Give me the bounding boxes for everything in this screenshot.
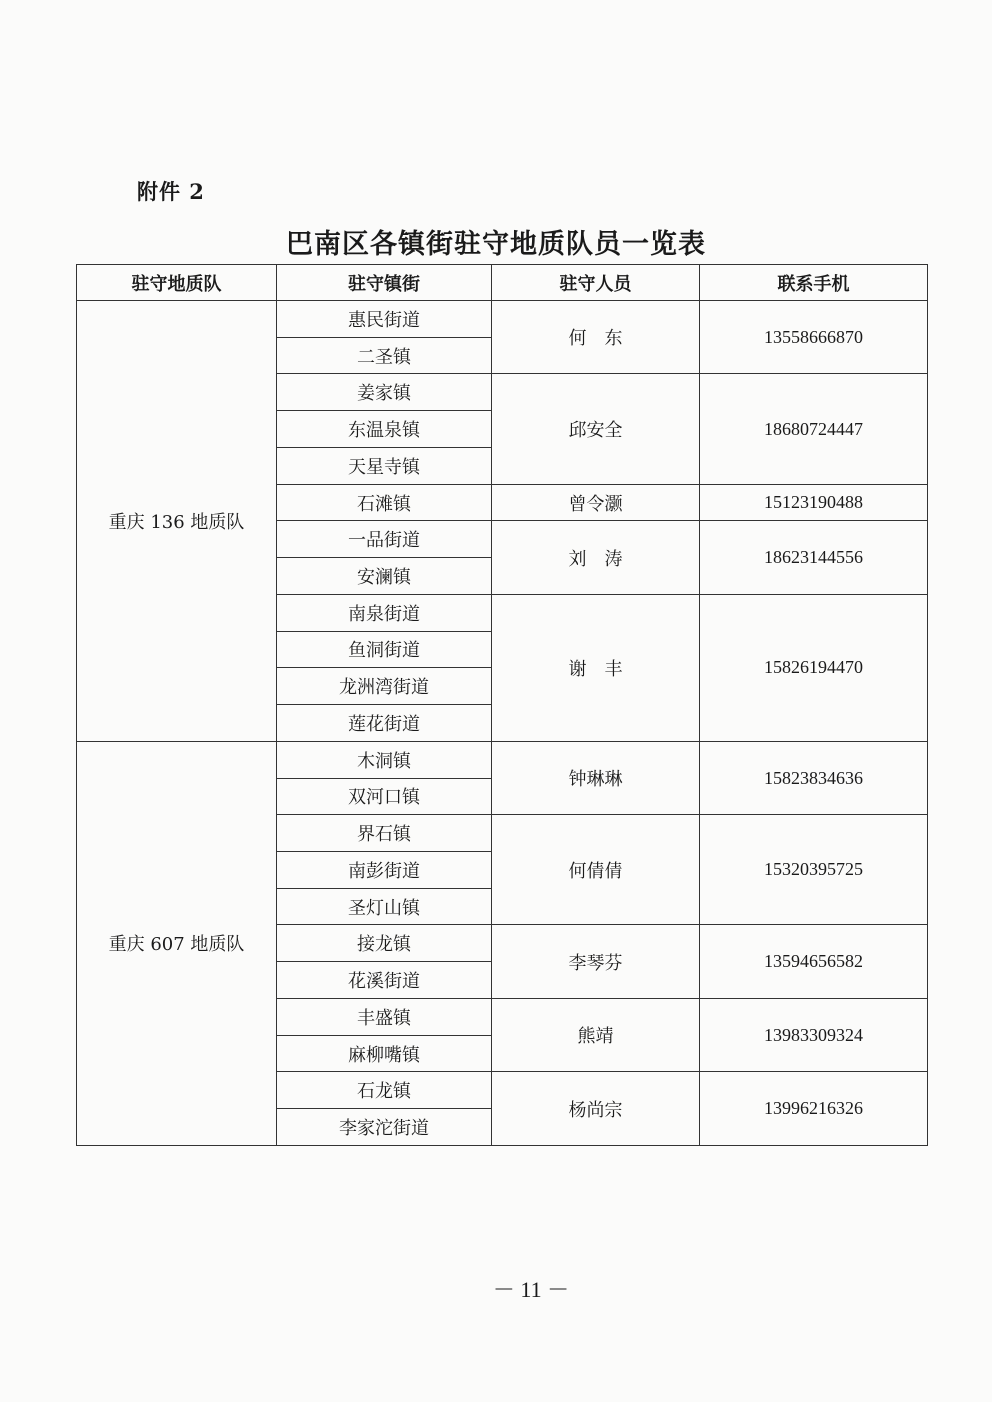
phone-cell: 15123190488: [700, 484, 928, 521]
header-row: [77, 265, 928, 301]
town-cell: 东温泉镇: [277, 411, 492, 448]
table-row: [77, 301, 928, 338]
town-cell: 南泉街道: [277, 594, 492, 631]
header-team: 驻守地质队: [77, 265, 277, 301]
header-phone: 联系手机: [700, 265, 928, 301]
phone-cell: 15320395725: [700, 815, 928, 925]
person-cell: 钟琳琳: [492, 741, 700, 814]
town-cell: 丰盛镇: [277, 998, 492, 1035]
town-cell: 圣灯山镇: [277, 888, 492, 925]
town-cell: 麻柳嘴镇: [277, 1035, 492, 1072]
phone-cell: 15823834636: [700, 741, 928, 814]
phone-cell: 13996216326: [700, 1072, 928, 1146]
page-number: － 11 －: [492, 1277, 570, 1302]
team-cell: 重庆 607 地质队: [77, 741, 277, 1145]
person-cell: 谢 丰: [492, 594, 700, 741]
header-town: 驻守镇街: [277, 265, 492, 301]
person-cell: 曾令灏: [492, 484, 700, 521]
town-cell: 石滩镇: [277, 484, 492, 521]
town-cell: 安澜镇: [277, 558, 492, 595]
roster-table: [76, 264, 928, 1146]
town-cell: 惠民街道: [277, 301, 492, 338]
town-cell: 鱼洞街道: [277, 631, 492, 668]
town-cell: 木洞镇: [277, 741, 492, 778]
document-title: 巴南区各镇街驻守地质队员一览表: [286, 229, 706, 260]
phone-cell: 15826194470: [700, 594, 928, 741]
town-cell: 龙洲湾街道: [277, 668, 492, 705]
attachment-label: 附件 2: [137, 179, 205, 204]
town-cell: 李家沱街道: [277, 1109, 492, 1146]
phone-cell: 18680724447: [700, 374, 928, 484]
person-cell: 何倩倩: [492, 815, 700, 925]
header-person: 驻守人员: [492, 265, 700, 301]
phone-cell: 13558666870: [700, 301, 928, 374]
phone-cell: 13594656582: [700, 925, 928, 998]
town-cell: 界石镇: [277, 815, 492, 852]
town-cell: 花溪街道: [277, 962, 492, 999]
town-cell: 一品街道: [277, 521, 492, 558]
team-cell: 重庆 136 地质队: [77, 301, 277, 742]
person-cell: 刘 涛: [492, 521, 700, 594]
town-cell: 南彭街道: [277, 852, 492, 889]
person-cell: 何 东: [492, 301, 700, 374]
town-cell: 莲花街道: [277, 705, 492, 742]
town-cell: 二圣镇: [277, 337, 492, 374]
person-cell: 杨尚宗: [492, 1072, 700, 1146]
town-cell: 石龙镇: [277, 1072, 492, 1109]
phone-cell: 13983309324: [700, 998, 928, 1071]
phone-cell: 18623144556: [700, 521, 928, 594]
roster-body: [77, 301, 928, 1146]
town-cell: 姜家镇: [277, 374, 492, 411]
person-cell: 邱安全: [492, 374, 700, 484]
table-row: [77, 741, 928, 778]
person-cell: 李琴芬: [492, 925, 700, 998]
town-cell: 双河口镇: [277, 778, 492, 815]
person-cell: 熊靖: [492, 998, 700, 1071]
town-cell: 接龙镇: [277, 925, 492, 962]
town-cell: 天星寺镇: [277, 447, 492, 484]
